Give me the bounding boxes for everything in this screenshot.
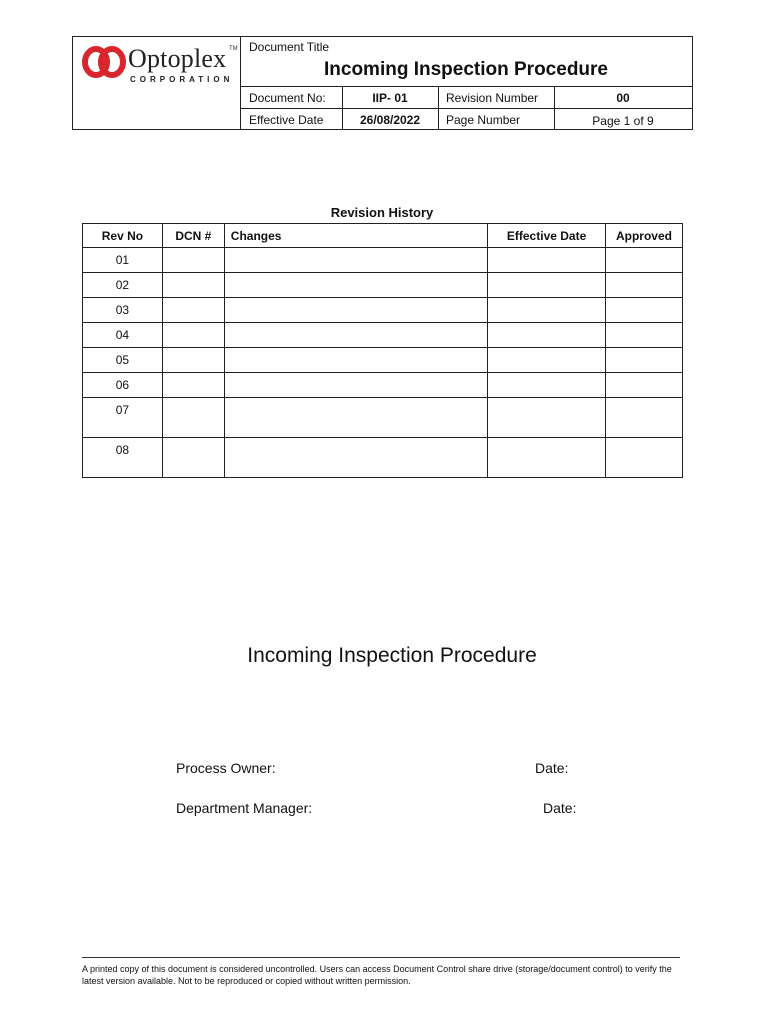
table-row: [83, 438, 683, 478]
table-cell: [224, 348, 487, 373]
table-row: [83, 398, 683, 438]
date-label: Date:: [543, 800, 577, 816]
col-header-rev-no: Rev No: [83, 224, 163, 248]
rev-no-cell: 03: [83, 298, 163, 323]
rev-no-cell: 01: [83, 248, 163, 273]
process-owner-label: Process Owner:: [176, 760, 276, 776]
table-cell: [606, 373, 683, 398]
table-row: [83, 298, 683, 323]
table-row: [83, 373, 683, 398]
table-cell: [162, 438, 224, 478]
company-name: Optoplex: [128, 44, 227, 73]
rev-no-cell: 02: [83, 273, 163, 298]
table-cell: [606, 248, 683, 273]
table-cell: [488, 273, 606, 298]
footer-divider: [82, 957, 680, 958]
effective-date-label: Effective Date: [249, 113, 324, 127]
table-cell: [606, 298, 683, 323]
header-divider: [438, 86, 439, 130]
rev-no-cell: 04: [83, 323, 163, 348]
table-header-row: [83, 224, 683, 248]
table-cell: [488, 348, 606, 373]
col-header-effective-date: Effective Date: [488, 224, 606, 248]
table-cell: [224, 298, 487, 323]
date-label: Date:: [535, 760, 569, 776]
logo-cell: [73, 37, 241, 129]
main-title: Incoming Inspection Procedure: [247, 644, 537, 667]
table-row: [83, 323, 683, 348]
table-cell: [224, 273, 487, 298]
table-cell: [162, 373, 224, 398]
table-cell: [488, 248, 606, 273]
revision-history-table: [82, 223, 683, 478]
table-cell: [488, 298, 606, 323]
table-cell: [606, 438, 683, 478]
col-header-changes: Changes: [224, 224, 487, 248]
table-cell: [224, 323, 487, 348]
header-divider: [241, 86, 693, 87]
table-cell: [606, 323, 683, 348]
table-cell: [162, 398, 224, 438]
company-sub: CORPORATION: [130, 75, 234, 84]
table-cell: [606, 398, 683, 438]
table-cell: [224, 373, 487, 398]
revision-history-title: Revision History: [330, 205, 434, 220]
table-cell: [224, 438, 487, 478]
table-cell: [606, 348, 683, 373]
page-number-value: Page 1 of 9: [592, 114, 654, 128]
effective-date-value: 26/08/2022: [359, 113, 421, 127]
col-header-approved: Approved: [606, 224, 683, 248]
table-cell: [162, 273, 224, 298]
footer-disclaimer: A printed copy of this document is considered uncontrolled. Users can access Document Control share drive (storage/document control) to verify the latest version available. Not to be reproduced or copied without written permission.: [82, 964, 672, 986]
rev-no-cell: 06: [83, 373, 163, 398]
table-row: [83, 248, 683, 273]
doc-no-label: Document No:: [249, 91, 326, 105]
table-cell: [162, 323, 224, 348]
doc-no-value: IIP- 01: [372, 91, 408, 105]
table-row: [83, 348, 683, 373]
table-cell: [224, 398, 487, 438]
col-header-dcn: DCN #: [162, 224, 224, 248]
table-cell: [162, 298, 224, 323]
department-manager-label: Department Manager:: [176, 800, 313, 816]
trademark-mark: TM: [229, 46, 238, 52]
table-cell: [162, 348, 224, 373]
revision-label: Revision Number: [446, 91, 539, 105]
header-divider: [241, 108, 693, 109]
table-cell: [488, 398, 606, 438]
rev-no-cell: 08: [83, 438, 163, 478]
table-cell: [162, 248, 224, 273]
document-header: [72, 36, 693, 130]
document-title-label: Document Title: [249, 40, 330, 54]
revision-value: 00: [616, 91, 630, 105]
table-cell: [606, 273, 683, 298]
table-cell: [224, 248, 487, 273]
optoplex-logo-icon: [81, 45, 129, 79]
table-cell: [488, 323, 606, 348]
table-row: [83, 273, 683, 298]
table-cell: [488, 438, 606, 478]
table-cell: [488, 373, 606, 398]
rev-no-cell: 05: [83, 348, 163, 373]
rev-no-cell: 07: [83, 398, 163, 438]
document-title: Incoming Inspection Procedure: [324, 59, 608, 80]
page-number-label: Page Number: [446, 113, 521, 127]
